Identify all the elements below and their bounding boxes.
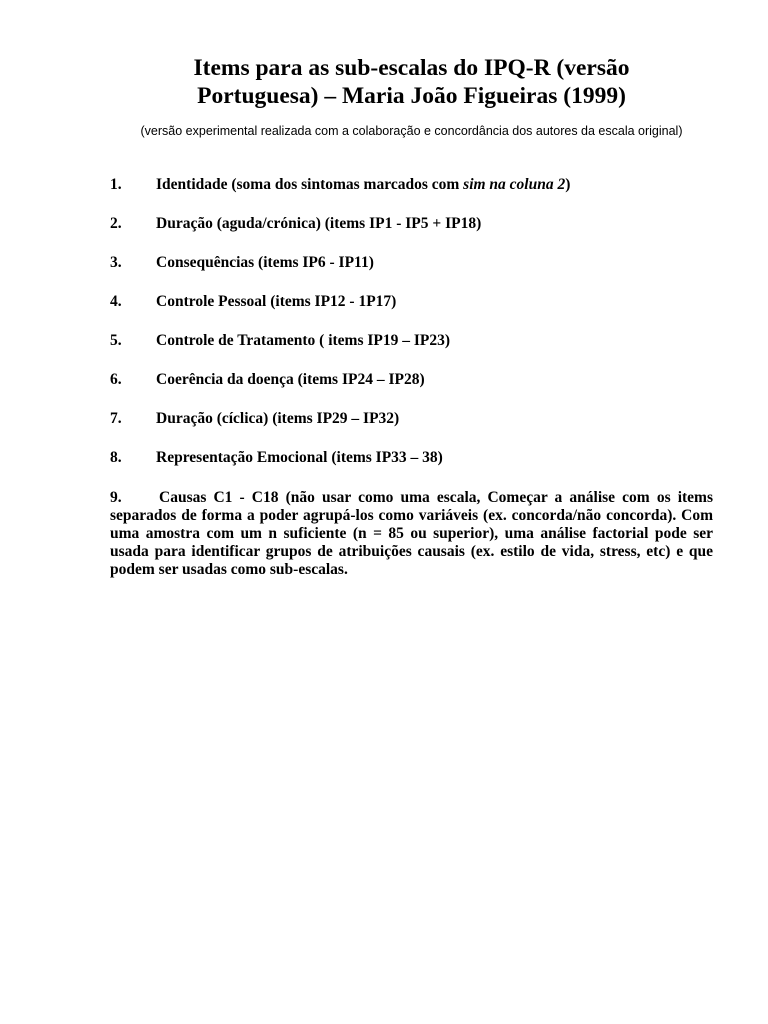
document-subtitle: (versão experimental realizada com a colaboração e concordância dos autores da escala original) xyxy=(140,124,683,138)
item-number: 4. xyxy=(110,293,122,310)
item-text: Causas C1 - C18 (não usar como uma escala, Começar a análise com os items separados de forma a poder agrupá-los como variáveis (ex. concorda/não concorda). Com uma amostra com um n suficiente (n = 85 ou superior), uma análise factorial pode ser usada para identificar grupos de atribuições causais (ex. estilo de vida, stress, etc) e que podem ser usadas como sub-escalas. xyxy=(110,489,713,578)
list-item xyxy=(110,448,713,467)
item-text: Identidade (soma dos sintomas marcados com xyxy=(156,176,464,193)
item-number: 9. xyxy=(110,489,122,506)
item-number: 5. xyxy=(110,332,122,349)
list-item xyxy=(110,214,713,233)
item-number: 3. xyxy=(110,254,122,271)
list-item xyxy=(110,175,713,194)
item-number: 6. xyxy=(110,371,122,388)
title-line-2: Portuguesa) – Maria João Figueiras (1999) xyxy=(197,83,626,109)
item-text: Duração (cíclica) (items IP29 – IP32) xyxy=(156,410,400,427)
document-title xyxy=(110,54,713,110)
list-item xyxy=(110,331,713,350)
item-number: 1. xyxy=(110,176,122,193)
item-text: Controle de Tratamento ( items IP19 – IP23) xyxy=(156,332,451,349)
item-number: 2. xyxy=(110,215,122,232)
item-text-end: ) xyxy=(565,176,571,193)
item-text: Representação Emocional (items IP33 – 38) xyxy=(156,449,443,466)
item-emphasis: sim na coluna 2 xyxy=(463,176,566,193)
list-item xyxy=(110,370,713,389)
subscale-list xyxy=(110,175,713,487)
list-item xyxy=(110,253,713,272)
list-item xyxy=(110,409,713,428)
item-text: Consequências (items IP6 - IP11) xyxy=(156,254,374,271)
item-text: Duração (aguda/crónica) (items IP1 - IP5 + IP18) xyxy=(156,215,482,232)
list-item xyxy=(110,292,713,311)
title-line-1: Items para as sub-escalas do IPQ-R (versão xyxy=(193,55,630,81)
causes-paragraph xyxy=(110,489,713,579)
item-text: Controle Pessoal (items IP12 - 1P17) xyxy=(156,293,397,310)
item-text: Coerência da doença (items IP24 – IP28) xyxy=(156,371,425,388)
item-number: 8. xyxy=(110,449,122,466)
item-number: 7. xyxy=(110,410,122,427)
